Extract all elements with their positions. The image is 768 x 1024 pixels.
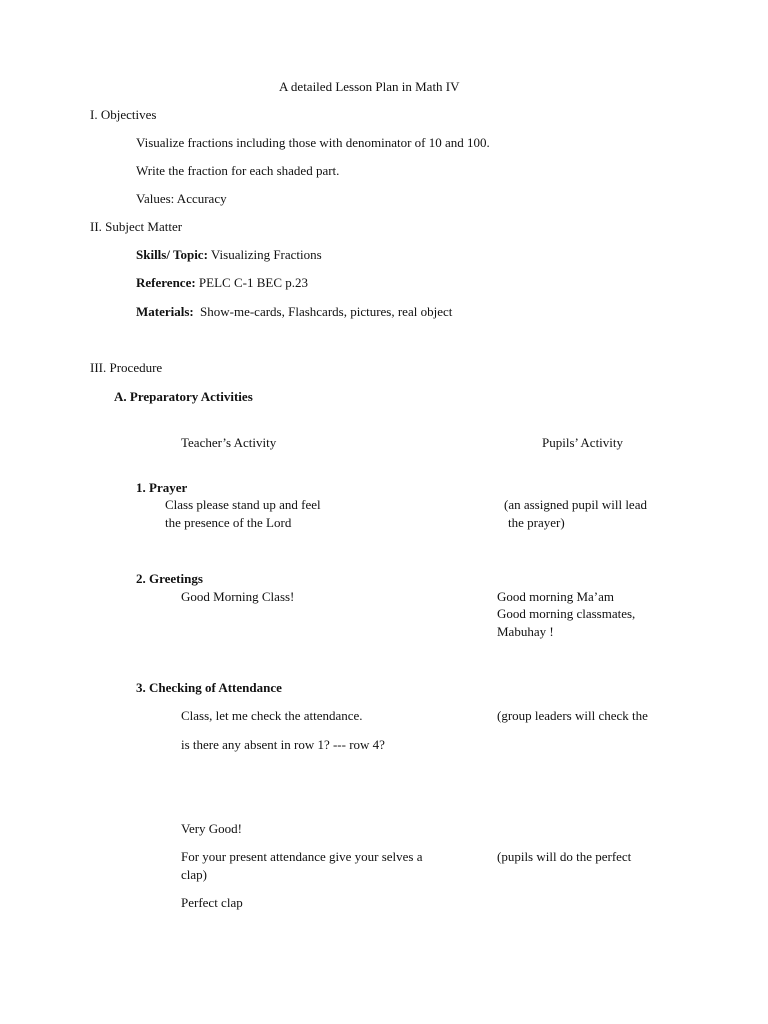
attendance-heading: 3. Checking of Attendance bbox=[136, 680, 282, 695]
reference-value: PELC C-1 BEC p.23 bbox=[198, 275, 308, 290]
pupil-line: Good morning classmates, bbox=[497, 606, 636, 621]
materials-line bbox=[136, 303, 452, 321]
section-a-heading: A. Preparatory Activities bbox=[114, 389, 253, 404]
reference-line bbox=[136, 274, 308, 292]
pupil-line: (group leaders will check the bbox=[497, 708, 648, 723]
subject-matter-heading: II. Subject Matter bbox=[90, 219, 183, 234]
teacher-line: Class, let me check the attendance. bbox=[181, 708, 363, 723]
teacher-column-header: Teacher’s Activity bbox=[181, 435, 277, 450]
teacher-line: is there any absent in row 1? --- row 4? bbox=[181, 737, 385, 752]
skills-label: Skills/ Topic: bbox=[136, 247, 208, 262]
prayer-heading: 1. Prayer bbox=[136, 480, 188, 495]
materials-value: Show-me-cards, Flashcards, pictures, real object bbox=[200, 304, 453, 319]
teacher-line: the presence of the Lord bbox=[165, 515, 292, 530]
procedure-heading: III. Procedure bbox=[90, 360, 163, 375]
pupil-line: the prayer) bbox=[508, 515, 565, 530]
objectives-heading: I. Objectives bbox=[90, 107, 157, 122]
teacher-line: Good Morning Class! bbox=[181, 589, 295, 604]
materials-label: Materials: bbox=[136, 304, 194, 319]
objective-item: Values: Accuracy bbox=[136, 191, 227, 206]
objective-item: Write the fraction for each shaded part. bbox=[136, 163, 340, 178]
pupil-line: Mabuhay ! bbox=[497, 624, 554, 639]
skills-line bbox=[136, 246, 322, 264]
skills-value: Visualizing Fractions bbox=[210, 247, 322, 262]
pupil-line: (an assigned pupil will lead bbox=[504, 497, 647, 512]
document-title: A detailed Lesson Plan in Math IV bbox=[279, 79, 460, 94]
teacher-line: clap) bbox=[181, 867, 207, 882]
teacher-line: Perfect clap bbox=[181, 895, 243, 910]
pupils-column-header: Pupils’ Activity bbox=[542, 435, 624, 450]
objective-item: Visualize fractions including those with denominator of 10 and 100. bbox=[136, 135, 490, 150]
teacher-line: Class please stand up and feel bbox=[165, 497, 321, 512]
reference-label: Reference: bbox=[136, 275, 196, 290]
pupil-line: Good morning Ma’am bbox=[497, 589, 614, 604]
teacher-line: For your present attendance give your selves a bbox=[181, 849, 423, 864]
greetings-heading: 2. Greetings bbox=[136, 571, 203, 586]
pupil-line: (pupils will do the perfect bbox=[497, 849, 632, 864]
teacher-line: Very Good! bbox=[181, 821, 243, 836]
